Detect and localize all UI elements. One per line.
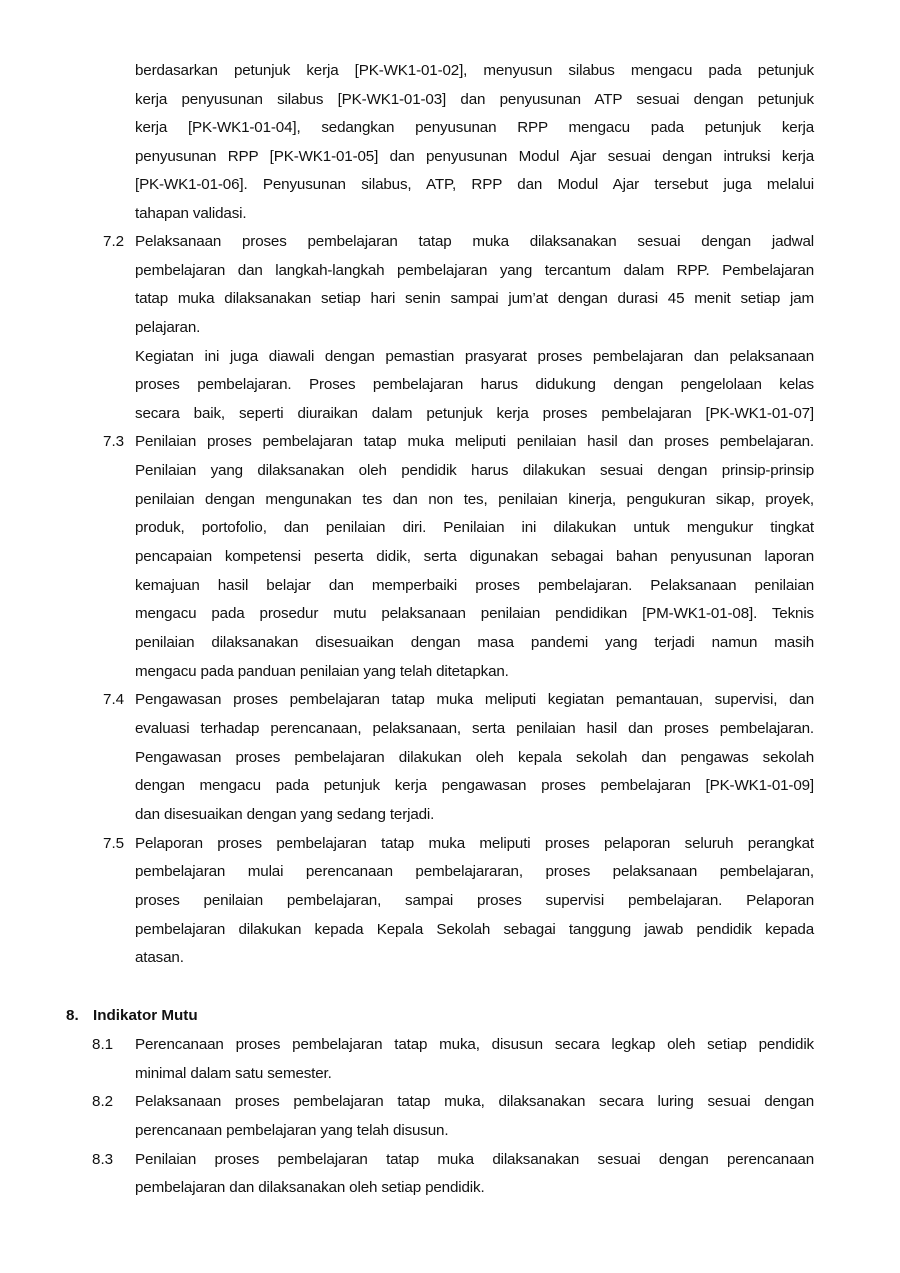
text-line: pembelajaran mulai perencanaan pembelajararan, proses pelaksanaan pembelajaran, (135, 863, 814, 880)
section-number: 8. (66, 1007, 79, 1024)
item-number: 7.4 (103, 691, 125, 708)
text-line: Pelaksanaan proses pembelajaran tatap muka dilaksanakan sesuai dengan jadwal (135, 233, 814, 250)
item-number: 7.5 (103, 835, 125, 852)
text-line: kerja [PK-WK1-01-04], sedangkan penyusunan RPP mengacu pada petunjuk kerja (135, 119, 814, 136)
text-line: pembelajaran dan dilaksanakan oleh setiap pendidik. (135, 1179, 485, 1196)
text-line: penilaian dilaksanakan disesuaikan dengan masa pandemi yang terjadi namun masih (135, 634, 814, 651)
text-line: pencapaian kompetensi peserta didik, serta digunakan sebagai bahan penyusunan laporan (135, 548, 814, 565)
item-number: 8.3 (92, 1151, 114, 1168)
text-line: tatap muka dilaksanakan setiap hari senin sampai jum’at dengan durasi 45 menit setiap jam (135, 290, 814, 307)
item-number: 7.2 (103, 233, 125, 250)
text-line: proses pembelajaran. Proses pembelajaran harus didukung dengan pengelolaan kelas (135, 376, 814, 393)
text-line: kemajuan hasil belajar dan memperbaiki proses pembelajaran. Pelaksanaan penilaian (135, 577, 814, 594)
text-line: Penilaian proses pembelajaran tatap muka meliputi penilaian hasil dan proses pembelajaran. (135, 433, 814, 450)
text-line: penilaian dengan mengunakan tes dan non tes, penilaian kinerja, pengukuran sikap, proyek, (135, 491, 814, 508)
text-line: penyusunan RPP [PK-WK1-01-05] dan penyusunan Modul Ajar sesuai dengan intruksi kerja (135, 148, 814, 165)
item-number: 7.3 (103, 433, 125, 450)
text-line: minimal dalam satu semester. (135, 1065, 332, 1082)
text-line: mengacu pada prosedur mutu pelaksanaan penilaian pendidikan [PM-WK1-01-08]. Teknis (135, 605, 814, 622)
text-line: Pengawasan proses pembelajaran tatap muka meliputi kegiatan pemantauan, supervisi, dan (135, 691, 814, 708)
text-line: pembelajaran dilakukan kepada Kepala Sekolah sebagai tanggung jawab pendidik kepada (135, 921, 814, 938)
text-line: proses penilaian pembelajaran, sampai proses supervisi pembelajaran. Pelaporan (135, 892, 814, 909)
text-line: Kegiatan ini juga diawali dengan pemastian prasyarat proses pembelajaran dan pelaksanaan (135, 348, 814, 365)
text-line: mengacu pada panduan penilaian yang telah ditetapkan. (135, 663, 509, 680)
text-line: dengan mengacu pada petunjuk kerja pengawasan proses pembelajaran [PK-WK1-01-09] (135, 777, 814, 794)
text-line: produk, portofolio, dan penilaian diri. Penilaian ini dilakukan untuk mengukur tingkat (135, 519, 814, 536)
text-line: kerja penyusunan silabus [PK-WK1-01-03] dan penyusunan ATP sesuai dengan petunjuk (135, 91, 814, 108)
text-line: Penilaian proses pembelajaran tatap muka dilaksanakan sesuai dengan perencanaan (135, 1151, 814, 1168)
text-line: Pengawasan proses pembelajaran dilakukan oleh kepala sekolah dan pengawas sekolah (135, 749, 814, 766)
text-line: Penilaian yang dilaksanakan oleh pendidik harus dilakukan sesuai dengan prinsip-prinsip (135, 462, 814, 479)
text-line: dan disesuaikan dengan yang sedang terjadi. (135, 806, 435, 823)
text-line: Perencanaan proses pembelajaran tatap muka, disusun secara legkap oleh setiap pendidik (135, 1036, 814, 1053)
text-line: atasan. (135, 949, 184, 966)
text-line: berdasarkan petunjuk kerja [PK-WK1-01-02], menyusun silabus mengacu pada petunjuk (135, 62, 814, 79)
text-line: Pelaporan proses pembelajaran tatap muka meliputi proses pelaporan seluruh perangkat (135, 835, 814, 852)
text-line: [PK-WK1-01-06]. Penyusunan silabus, ATP, RPP dan Modul Ajar tersebut juga melalui (135, 176, 814, 193)
text-line: secara baik, seperti diuraikan dalam petunjuk kerja proses pembelajaran [PK-WK1-01-07] (135, 405, 814, 422)
section-title: Indikator Mutu (93, 1007, 198, 1024)
section-heading-8 (66, 1006, 198, 1026)
text-line: perencanaan pembelajaran yang telah disusun. (135, 1122, 449, 1139)
text-line: pembelajaran dan langkah-langkah pembelajaran yang tercantum dalam RPP. Pembelajaran (135, 262, 814, 279)
text-line: Pelaksanaan proses pembelajaran tatap muka, dilaksanakan secara luring sesuai dengan (135, 1093, 814, 1110)
text-line: tahapan validasi. (135, 205, 247, 222)
text-line: pelajaran. (135, 319, 201, 336)
text-line: evaluasi terhadap perencanaan, pelaksanaan, serta penilaian hasil dan proses pembelajaran. (135, 720, 814, 737)
item-number: 8.2 (92, 1093, 114, 1110)
item-number: 8.1 (92, 1036, 114, 1053)
